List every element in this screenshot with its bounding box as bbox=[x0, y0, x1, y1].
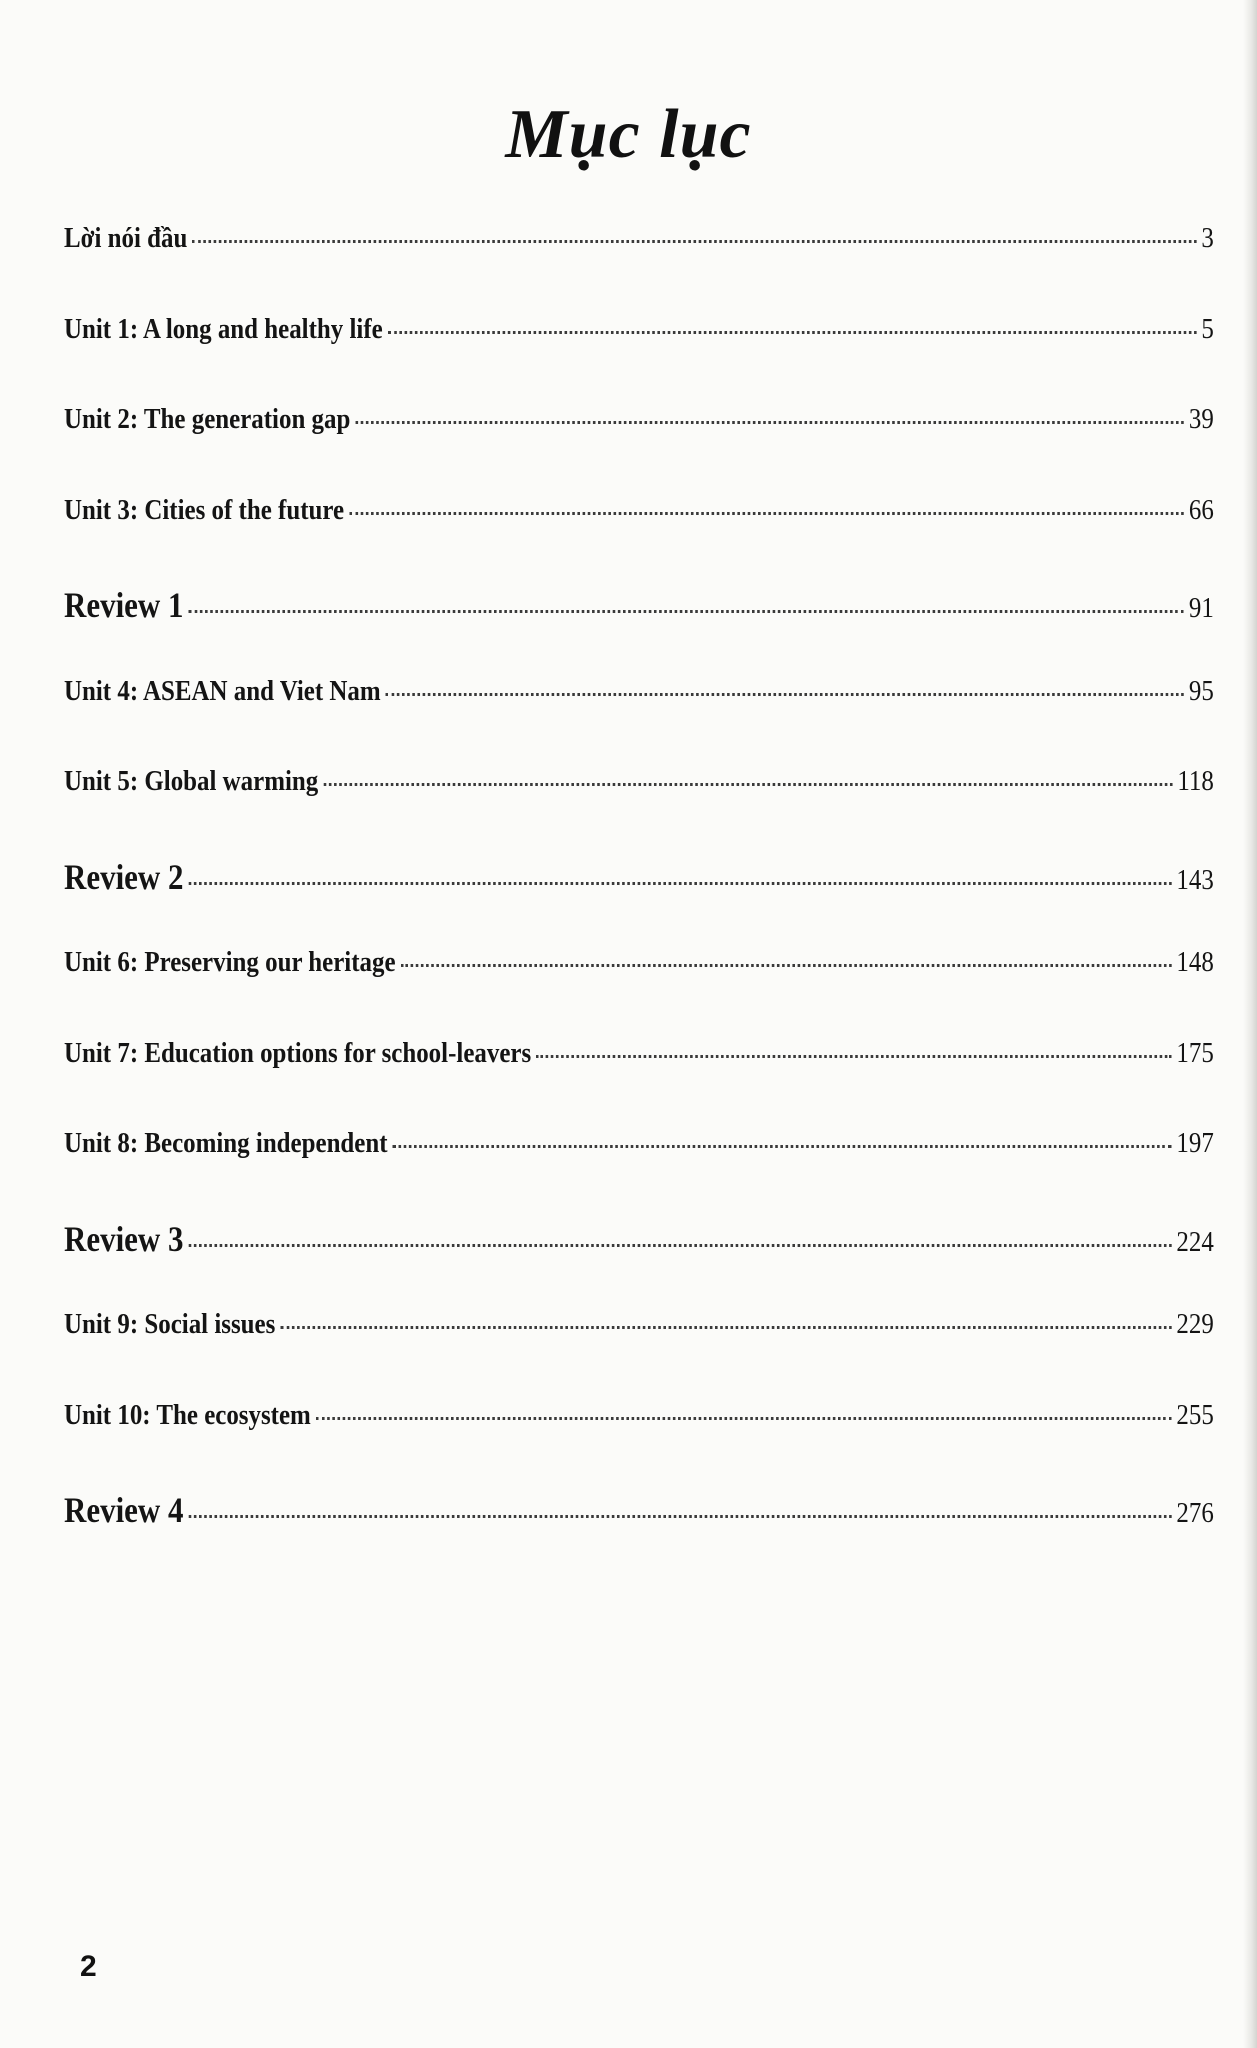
toc-entry-label: Unit 3: Cities of the future bbox=[64, 493, 345, 526]
dot-leader bbox=[388, 331, 1196, 334]
toc-entry[interactable] bbox=[64, 1037, 1214, 1128]
toc-entry[interactable] bbox=[64, 1308, 1214, 1399]
toc-entry-page: 95 bbox=[1188, 674, 1214, 707]
toc-entry-page: 66 bbox=[1188, 493, 1214, 526]
toc-entry[interactable] bbox=[64, 765, 1214, 856]
toc-entry-label: Unit 7: Education options for school-leavers bbox=[64, 1036, 532, 1069]
toc-entry[interactable] bbox=[64, 313, 1214, 404]
dot-leader bbox=[536, 1055, 1171, 1058]
toc-entry-page: 255 bbox=[1176, 1398, 1214, 1431]
toc-entry-label: Unit 9: Social issues bbox=[64, 1308, 276, 1340]
toc-entry-review[interactable] bbox=[64, 1489, 1214, 1580]
toc-entry-page: 224 bbox=[1176, 1225, 1214, 1258]
toc-entry-review[interactable] bbox=[64, 584, 1214, 675]
toc-entry-page: 91 bbox=[1188, 592, 1214, 624]
toc-entry[interactable] bbox=[64, 946, 1214, 1037]
table-of-contents bbox=[64, 222, 1214, 1580]
dot-leader bbox=[189, 882, 1172, 885]
page-title: Mục lục bbox=[505, 95, 752, 173]
toc-entry-page: 175 bbox=[1176, 1036, 1214, 1069]
toc-entry-label: Unit 10: The ecosystem bbox=[64, 1398, 311, 1431]
dot-leader bbox=[349, 512, 1183, 515]
toc-entry[interactable] bbox=[64, 222, 1214, 313]
page-number: 2 bbox=[80, 1950, 97, 1983]
toc-entry-label: Review 4 bbox=[64, 1490, 184, 1530]
toc-entry-label: Unit 8: Becoming independent bbox=[64, 1127, 388, 1159]
toc-entry-page: 148 bbox=[1176, 946, 1214, 978]
dot-leader bbox=[189, 1515, 1172, 1518]
toc-entry[interactable] bbox=[64, 675, 1214, 766]
toc-entry-label: Unit 2: The generation gap bbox=[64, 403, 351, 435]
page-edge bbox=[1243, 0, 1257, 2048]
dot-leader bbox=[192, 240, 1196, 243]
dot-leader bbox=[386, 693, 1184, 696]
toc-entry-page: 39 bbox=[1188, 403, 1214, 435]
toc-entry-page: 118 bbox=[1177, 765, 1214, 797]
toc-entry-label: Unit 1: A long and healthy life bbox=[64, 312, 383, 345]
dot-leader bbox=[323, 783, 1172, 786]
toc-entry-review[interactable] bbox=[64, 856, 1214, 947]
toc-entry-label: Lời nói đầu bbox=[64, 222, 188, 254]
toc-entry-label: Review 1 bbox=[64, 585, 184, 625]
toc-entry-label: Unit 6: Preserving our heritage bbox=[64, 946, 396, 978]
toc-entry-review[interactable] bbox=[64, 1218, 1214, 1309]
dot-leader bbox=[280, 1326, 1171, 1329]
dot-leader bbox=[356, 421, 1184, 424]
dot-leader bbox=[316, 1417, 1171, 1420]
toc-entry-label: Review 3 bbox=[64, 1218, 184, 1259]
toc-entry-page: 229 bbox=[1176, 1308, 1214, 1340]
toc-entry[interactable] bbox=[64, 403, 1214, 494]
toc-entry-label: Unit 4: ASEAN and Viet Nam bbox=[64, 674, 381, 707]
dot-leader bbox=[401, 964, 1172, 967]
dot-leader bbox=[189, 1244, 1172, 1247]
toc-entry-label: Review 2 bbox=[64, 856, 184, 897]
toc-entry-page: 143 bbox=[1176, 863, 1214, 896]
toc-entry[interactable] bbox=[64, 1399, 1214, 1490]
toc-entry-page: 3 bbox=[1201, 222, 1214, 254]
toc-entry[interactable] bbox=[64, 1127, 1214, 1218]
toc-entry[interactable] bbox=[64, 494, 1214, 585]
dot-leader bbox=[393, 1145, 1172, 1148]
toc-entry-page: 5 bbox=[1201, 312, 1214, 345]
toc-entry-page: 276 bbox=[1176, 1497, 1214, 1529]
dot-leader bbox=[189, 610, 1184, 613]
toc-entry-page: 197 bbox=[1176, 1127, 1214, 1159]
toc-entry-label: Unit 5: Global warming bbox=[64, 765, 319, 797]
